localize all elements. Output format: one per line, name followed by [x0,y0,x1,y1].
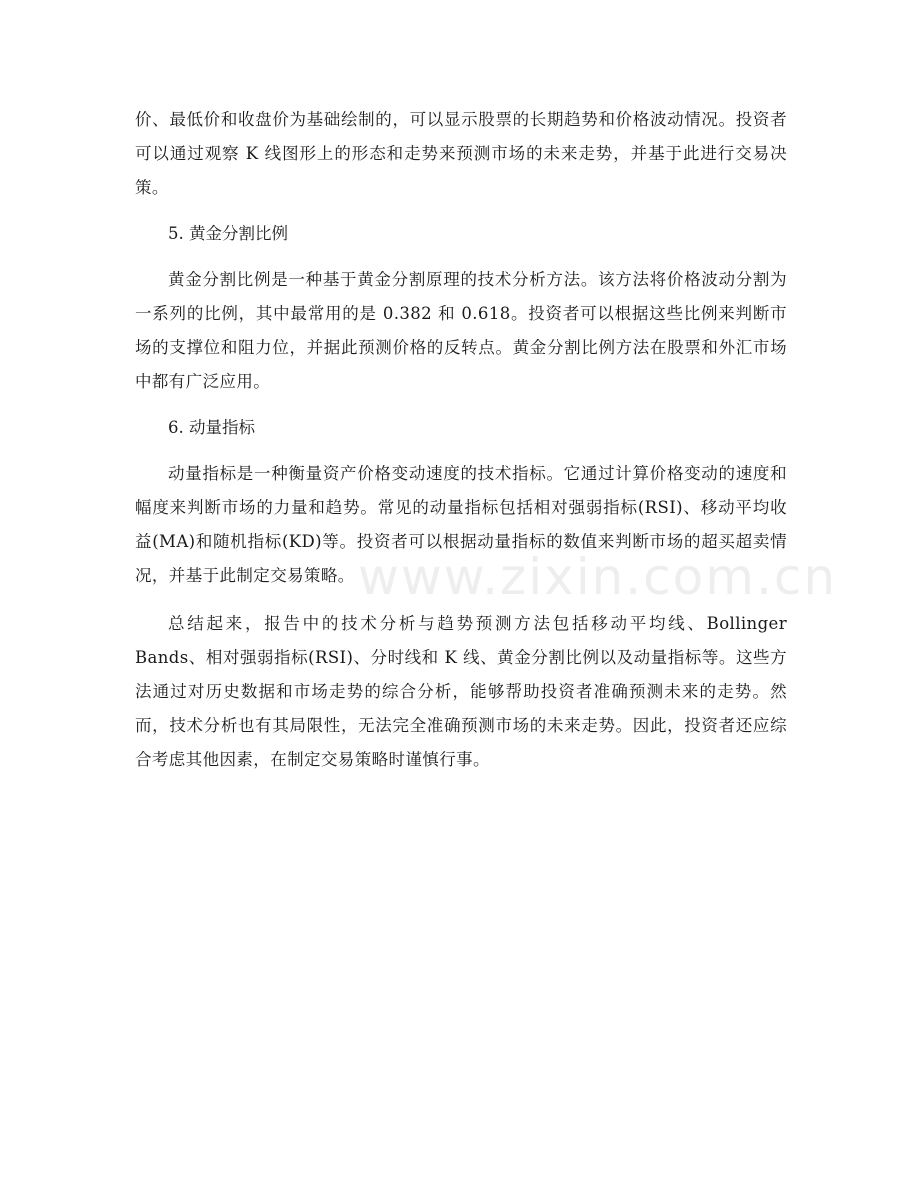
paragraph-kline-summary: 价、最低价和收盘价为基础绘制的，可以显示股票的长期趋势和价格波动情况。投资者可以通过观察 K 线图形上的形态和走势来预测市场的未来走势，并基于此进行交易决策。 [135,110,787,197]
watermark: www.zixin.com.cn [358,548,838,606]
section-heading-golden-ratio: 5. 黄金分割比例 [168,224,288,243]
paragraph-conclusion: 总结起来，报告中的技术分析与趋势预测方法包括移动平均线、Bollinger Bands、相对强弱指标(RSI)、分时线和 K 线、黄金分割比例以及动量指标等。这些方法通过对历史数据和市场走势的综合分析，能够帮助投资者准确预测未来的走势。然而，技术分析也有其局限性，无法完全准确预测市场的未来走势。因此，投资者还应综合考虑其他因素，在制定交易策略时谨慎行事。 [135,614,787,769]
section-heading-momentum: 6. 动量指标 [168,418,255,437]
document-body [135,103,787,777]
paragraph-momentum: 动量指标是一种衡量资产价格变动速度的技术指标。它通过计算价格变动的速度和幅度来判断市场的力量和趋势。常见的动量指标包括相对强弱指标(RSI)、移动平均收益(MA)和随机指标(KD)等。投资者可以根据动量指标的数值来判断市场的超买超卖情况，并基于此制定交易策略。 [135,464,787,585]
paragraph-golden-ratio: 黄金分割比例是一种基于黄金分割原理的技术分析方法。该方法将价格波动分割为一系列的比例，其中最常用的是 0.382 和 0.618。投资者可以根据这些比例来判断市场的支撑位和阻力位，并据此预测价格的反转点。黄金分割比例方法在股票和外汇市场中都有广泛应用。 [135,270,787,391]
